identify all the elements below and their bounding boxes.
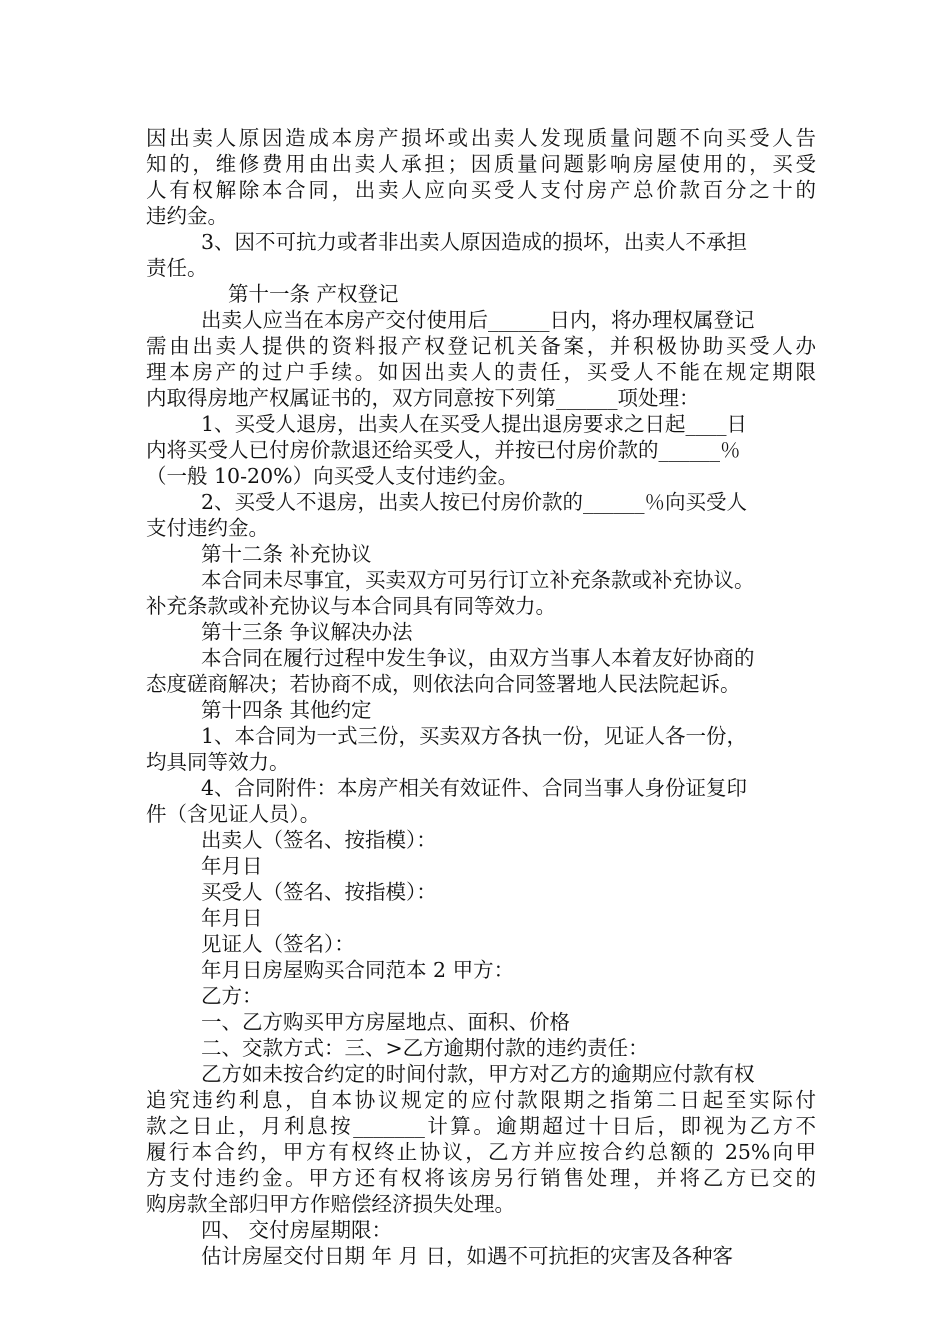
text-line: 本合同未尽事宜，买卖双方可另行订立补充条款或补充协议。 <box>201 568 755 592</box>
signature-line: 买受人（签名、按指模）： <box>201 880 437 904</box>
section-heading: 四、 交付房屋期限： <box>201 1218 393 1242</box>
text-line: 估计房屋交付日期 年 月 日，如遇不可抗拒的灾害及各种客 <box>201 1244 734 1268</box>
text-line: 违约金。 <box>146 204 228 228</box>
text-line: 人有权解除本合同，出卖人应向买受人支付房产总价款百分之十的 <box>146 178 816 202</box>
text-line: 补充条款或补充协议与本合同具有同等效力。 <box>146 594 556 618</box>
article-heading: 第十二条 补充协议 <box>201 542 372 566</box>
text-line: 态度磋商解决；若协商不成，则依法向合同签署地人民法院起诉。 <box>146 672 741 696</box>
text-line: 2、买受人不退房，出卖人按已付房价款的______％向买受人 <box>201 490 748 514</box>
text-line: 支付违约金。 <box>146 516 269 540</box>
text-line: 履行本合约，甲方有权终止协议，乙方并应按合约总额的 25%向甲 <box>146 1140 816 1164</box>
section-heading: 一、乙方购买甲方房屋地点、面积、价格 <box>201 1010 570 1034</box>
text-line: 责任。 <box>146 256 208 280</box>
signature-line: 出卖人（签名、按指模）： <box>201 828 437 852</box>
text-line: 款之日止，月利息按_______计算。逾期超过十日后，即视为乙方不 <box>146 1114 816 1138</box>
text-line: （一般 10-20%）向买受人支付违约金。 <box>146 464 519 488</box>
contract-text <box>146 125 816 1269</box>
text-line: 3、因不可抗力或者非出卖人原因造成的损坏，出卖人不承担 <box>201 230 748 254</box>
text-line: 出卖人应当在本房产交付使用后______日内，将办理权属登记 <box>201 308 755 332</box>
date-line: 年月日 <box>201 906 263 930</box>
text-line: 乙方： <box>201 984 263 1008</box>
text-line: 方支付违约金。甲方还有权将该房另行销售处理，并将乙方已交的 <box>146 1166 816 1190</box>
text-line: 需由出卖人提供的资料报产权登记机关备案，并积极协助买受人办 <box>146 334 816 358</box>
text-line: 内将买受人已付房价款退还给买受人，并按已付房价款的______％ <box>146 438 741 462</box>
text-line: 因出卖人原因造成本房产损坏或出卖人发现质量问题不向买受人告 <box>146 126 816 150</box>
date-line: 年月日 <box>201 854 263 878</box>
article-heading: 第十三条 争议解决办法 <box>201 620 413 644</box>
article-heading: 第十一条 产权登记 <box>228 282 399 306</box>
section-heading: 二、交款方式：三、>乙方逾期付款的违约责任： <box>201 1036 649 1060</box>
signature-line: 见证人（签名）： <box>201 932 355 956</box>
text-line: 追究违约利息，自本协议规定的应付款限期之指第二日起至实际付 <box>146 1088 816 1112</box>
text-line: 本合同在履行过程中发生争议，由双方当事人本着友好协商的 <box>201 646 755 670</box>
text-line: 均具同等效力。 <box>146 750 290 774</box>
text-line: 1、买受人退房，出卖人在买受人提出退房要求之日起____日 <box>201 412 748 436</box>
text-line: 知的，维修费用由出卖人承担；因质量问题影响房屋使用的，买受 <box>146 152 816 176</box>
article-heading: 第十四条 其他约定 <box>201 698 372 722</box>
text-line: 1、本合同为一式三份，买卖双方各执一份，见证人各一份， <box>201 724 748 748</box>
text-line: 4、合同附件：本房产相关有效证件、合同当事人身份证复印 <box>201 776 748 800</box>
text-line: 内取得房地产权属证书的，双方同意按下列第______项处理： <box>146 386 700 410</box>
text-line: 乙方如未按合约定的时间付款，甲方对乙方的逾期应付款有权 <box>201 1062 755 1086</box>
text-line: 购房款全部归甲方作赔偿经济损失处理。 <box>146 1192 515 1216</box>
text-line: 年月日房屋购买合同范本 2 甲方： <box>201 958 515 982</box>
text-line: 件（含见证人员）。 <box>146 802 321 826</box>
text-line: 理本房产的过户手续。如因出卖人的责任，买受人不能在规定期限 <box>146 360 816 384</box>
